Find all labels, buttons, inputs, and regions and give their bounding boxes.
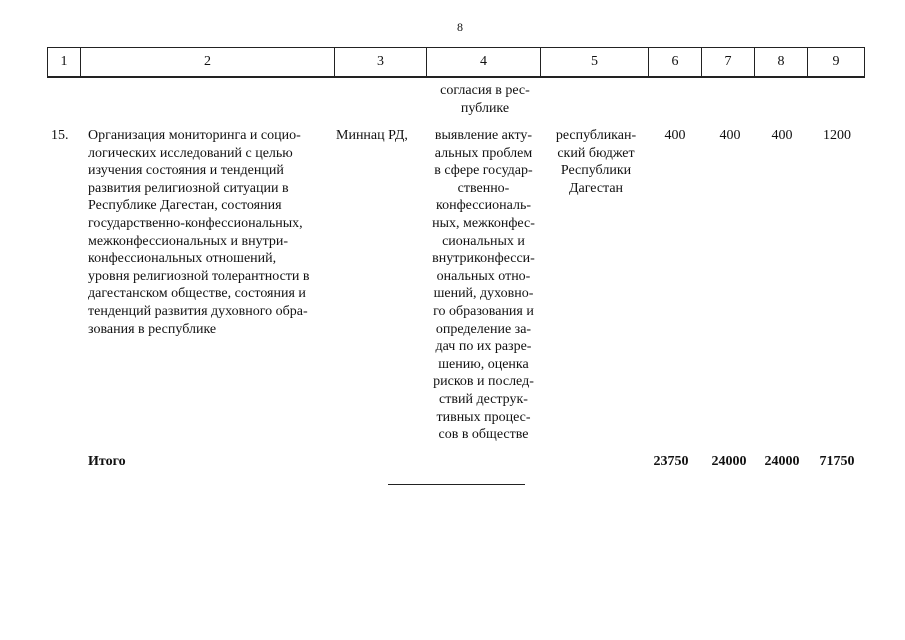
- header-col-5: 5: [541, 48, 649, 78]
- closing-rule: [388, 484, 525, 485]
- text-line: государственно-конфессиональных,: [88, 215, 303, 231]
- text-line: развития религиозной ситуации в: [88, 180, 289, 196]
- header-col-4: 4: [427, 48, 541, 78]
- text-line: альных проблем: [434, 145, 533, 161]
- amount-col-7: 400: [719, 128, 741, 143]
- header-col-1: 1: [48, 48, 81, 78]
- text-line: определение за-: [435, 321, 532, 337]
- total-col-9: 71750: [819, 454, 855, 469]
- text-line: конфессиональ-: [436, 198, 531, 214]
- text-line: ональных отно-: [436, 268, 531, 284]
- activity-description: [88, 127, 328, 338]
- header-col-7: 7: [702, 48, 755, 78]
- text-line: шению, оценка: [438, 356, 529, 372]
- text-line: публике: [460, 100, 510, 116]
- header-col-8: 8: [755, 48, 808, 78]
- column-number-header: [47, 47, 865, 78]
- text-line: межконфессиональных и внутри-: [88, 233, 289, 249]
- executor: Миннац РД,: [336, 128, 408, 143]
- text-line: конфессиональных отношений,: [88, 251, 277, 267]
- text-line: республикан-: [555, 128, 637, 143]
- text-line: шений, духовно-: [433, 286, 534, 302]
- amount-col-8: 400: [771, 128, 793, 143]
- text-line: ственно-: [457, 180, 510, 196]
- header-col-9: 9: [808, 48, 865, 78]
- text-line: дагестанском обществе, состояния и: [88, 286, 306, 302]
- page-number: 8: [457, 20, 463, 34]
- text-line: изучения состояния и тенденций: [88, 163, 284, 179]
- text-line: в сфере государ-: [434, 163, 533, 179]
- header-col-3: 3: [335, 48, 427, 78]
- row-number: 15.: [51, 128, 69, 143]
- text-line: уровня религиозной толерантности в: [88, 268, 310, 284]
- text-line: Республике Дагестан, состояния: [88, 198, 282, 214]
- continued-result-text: [430, 82, 540, 117]
- text-line: ский бюджет: [557, 145, 635, 161]
- text-line: дач по их разре-: [435, 339, 532, 355]
- text-line: тенденций развития духовного обра-: [88, 303, 308, 319]
- total-col-8: 24000: [764, 454, 800, 469]
- amount-col-6: 400: [664, 128, 686, 143]
- total-col-7: 24000: [711, 454, 747, 469]
- text-line: ствий деструк-: [439, 391, 528, 407]
- text-line: Дагестан: [568, 180, 624, 196]
- text-line: Организация мониторинга и социо-: [88, 128, 301, 143]
- text-line: го образования и: [433, 303, 534, 319]
- header-col-6: 6: [649, 48, 702, 78]
- text-line: Республики: [560, 163, 632, 179]
- text-line: ных, межконфес-: [432, 215, 535, 231]
- funding-source: [548, 127, 644, 197]
- text-line: выявление акту-: [434, 128, 533, 143]
- text-line: согласия в рес-: [440, 83, 530, 98]
- text-line: зования в республике: [88, 321, 217, 337]
- amount-col-9: 1200: [823, 128, 851, 143]
- text-line: рисков и послед-: [433, 374, 534, 390]
- text-line: сиональных и: [442, 233, 525, 249]
- total-col-6: 23750: [653, 454, 689, 469]
- expected-result: [426, 127, 541, 444]
- header-col-2: 2: [81, 48, 335, 78]
- text-line: логических исследований с целью: [88, 145, 293, 161]
- text-line: внутриконфесси-: [432, 251, 535, 267]
- total-label: Итого: [88, 454, 126, 469]
- text-line: тивных процес-: [436, 409, 531, 425]
- text-line: сов в обществе: [438, 427, 529, 443]
